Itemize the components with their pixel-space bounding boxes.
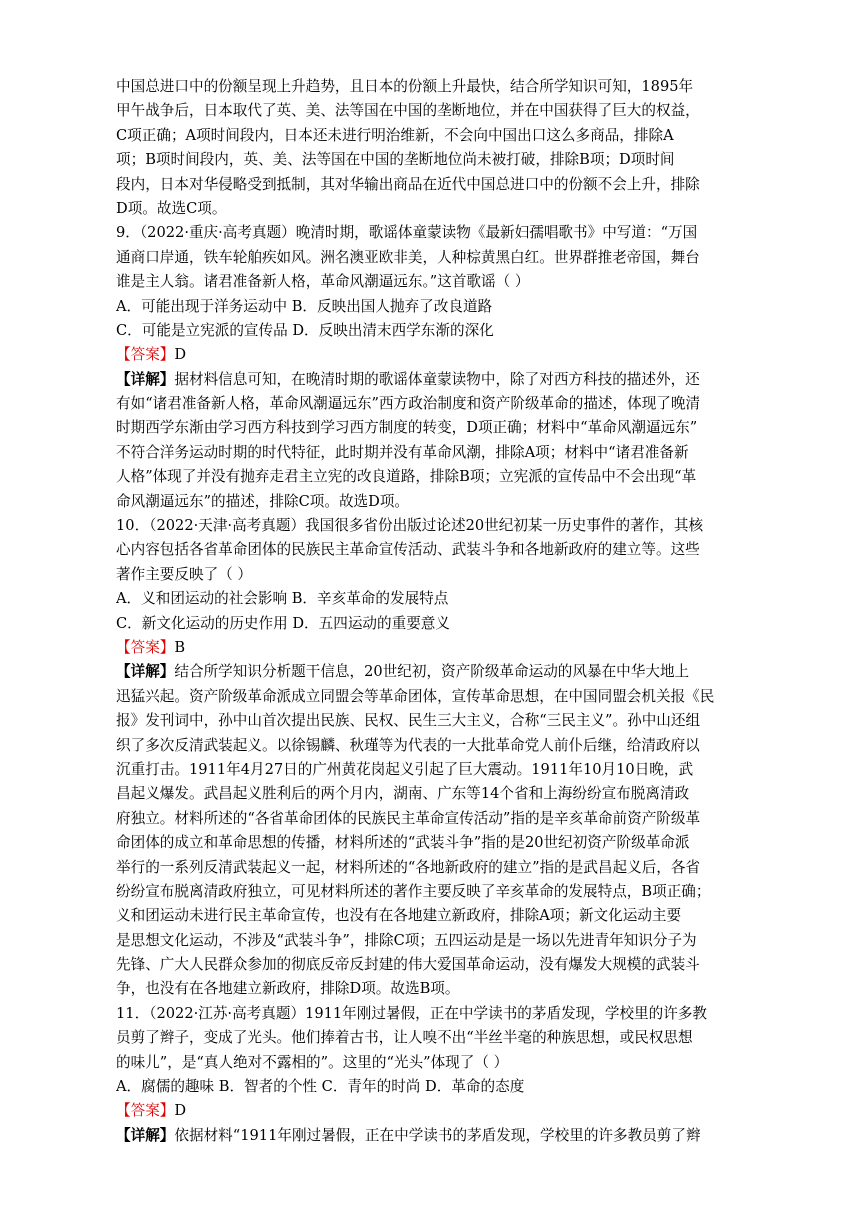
- text-line: D项。故选C项。: [116, 199, 227, 217]
- text-line: 报》发刊词中，孙中山首次提出民族、民权、民生三大主义，合称“三民主义”。孙中山还组: [116, 712, 701, 730]
- text-line: 是思想文化运动，不涉及“武装斗争”，排除C项；五四运动是是一场以先进青年知识分子为: [116, 931, 697, 949]
- answer-line: [116, 343, 744, 367]
- text-line: 沉重打击。1911年4月27日的广州黄花岗起义引起了巨大震动。1911年10月10日晚，武: [116, 760, 694, 778]
- detail-line: [116, 1124, 744, 1148]
- text-line: 命团体的成立和革命思想的传播，材料所述的“武装斗争”指的是20世纪初资产阶级革命派: [116, 834, 690, 852]
- text-line: 义和团运动未进行民主革命宣传，也没有在各地建立新政府，排除A项；新文化运动主要: [116, 907, 682, 925]
- text-line: 段内，日本对华侵略受到抵制，其对华输出商品在近代中国总进口中的份额不会上升，排除: [116, 175, 700, 193]
- detail-line: [116, 660, 744, 684]
- text-line: 中国总进口中的份额呈现上升趋势，且日本的份额上升最快，结合所学知识可知，1895年: [116, 78, 694, 95]
- text-line: 争，也没有在各地建立新政府，排除D项。故选B项。: [116, 980, 460, 998]
- detail-text: 依据材料“1911年刚过暑假，正在中学读书的茅盾发现，学校里的许多教员剪了辫: [174, 1126, 701, 1144]
- answer-tag: 【答案】: [116, 1102, 175, 1120]
- text-line: C项正确；A项时间段内，日本还未进行明治维新，不会向中国出口这么多商品，排除A: [116, 126, 674, 144]
- detail-text: 据材料信息可知，在晚清时期的歌谣体童蒙读物中，除了对西方科技的描述外，还: [174, 370, 700, 388]
- detail-line: [116, 368, 744, 392]
- text-line: 项；B项时间段内，英、美、法等国在中国的垄断地位尚未被打破，排除B项；D项时间: [116, 151, 675, 169]
- answer-tag: 【答案】: [116, 346, 175, 364]
- text-line: 迅猛兴起。资产阶级革命派成立同盟会等革命团体，宣传革命思想，在中国同盟会机关报《民: [116, 687, 715, 705]
- detail-text: 结合所学知识分析题干信息，20世纪初，资产阶级革命运动的风暴在中华大地上: [174, 663, 690, 681]
- text-line: 9．（2022·重庆·高考真题）晚清时期，歌谣体童蒙读物《最新妇孺唱歌书》中写道：“万国: [116, 224, 698, 242]
- text-line: 不符合洋务运动时期的时代特征，此时期并没有革命风潮，排除A项；材料中“诸君准备新: [116, 443, 689, 461]
- text-line: 的味儿”，是“真人绝对不露相的”。这里的“光头”体现了（ ）: [116, 1053, 509, 1071]
- text-line: C．新文化运动的历史作用 D．五四运动的重要意义: [116, 614, 450, 632]
- document-page: [116, 75, 744, 1148]
- text-line: 人格”体现了并没有抛弃走君主立宪的改良道路，排除B项；立宪派的宣传品中不会出现“革: [116, 468, 697, 486]
- text-line: 11．（2022·江苏·高考真题）1911年刚过暑假，正在中学读书的茅盾发现，学校里的许多教: [116, 1004, 708, 1022]
- text-line: A．可能出现于洋务运动中 B．反映出国人抛弃了改良道路: [116, 297, 493, 315]
- text-line: 著作主要反映了（ ）: [116, 565, 252, 583]
- text-line: 举行的一系列反清武装起义一起，材料所述的“各地新政府的建立”指的是武昌起义后，各省: [116, 858, 701, 876]
- text-line: 命风潮逼远东”的描述，排除C项。故选D项。: [116, 492, 410, 510]
- detail-tag: 【详解】: [116, 663, 175, 681]
- text-line: 昌起义爆发。武昌起义胜利后的两个月内，湖南、广东等14个省和上海纷纷宣布脱离清政: [116, 785, 690, 803]
- detail-tag: 【详解】: [116, 370, 175, 388]
- text-line: A．腐儒的趣味 B．智者的个性 C．青年的时尚 D．革命的态度: [116, 1078, 525, 1096]
- text-line: 纷纷宣布脱离清政府独立，可见材料所述的著作主要反映了辛亥革命的发展特点，B项正确；: [116, 882, 711, 900]
- text-line: 先锋、广大人民群众参加的彻底反帝反封建的伟大爱国革命运动，没有爆发大规模的武装斗: [116, 956, 700, 974]
- text-line: 甲午战争后，日本取代了英、美、法等国在中国的垄断地位，并在中国获得了巨大的权益，: [116, 102, 700, 120]
- text-line: 有如“诸君准备新人格，革命风潮逼远东”西方政治制度和资产阶级革命的描述，体现了晚清: [116, 395, 701, 413]
- text-line: 时期西学东渐由学习西方科技到学习西方制度的转变，D项正确；材料中“革命风潮逼远东”: [116, 419, 698, 437]
- text-line: 员剪了辫子，变成了光头。他们捧着古书，让人嗅不出“半丝半毫的种族思想，或民权思想: [116, 1029, 693, 1047]
- text-line: 谁是主人翁。诸君准备新人格，革命风潮逼远东。”这首歌谣（ ）: [116, 273, 530, 291]
- answer-line: [116, 1099, 744, 1123]
- answer-line: [116, 636, 744, 660]
- text-line: 10．（2022·天津·高考真题）我国很多省份出版过论述20世纪初某一历史事件的著作，其核: [116, 517, 704, 535]
- answer-value: B: [174, 638, 186, 656]
- text-line: 心内容包括各省革命团体的民族民主革命宣传活动、武装斗争和各地新政府的建立等。这些: [116, 541, 700, 559]
- text-line: 织了多次反清武装起义。以徐锡麟、秋瑾等为代表的一大批革命党人前仆后继，给清政府以: [116, 736, 700, 754]
- text-line: C．可能是立宪派的宣传品 D．反映出清末西学东渐的深化: [116, 321, 494, 339]
- answer-value: D: [174, 1102, 187, 1120]
- answer-value: D: [174, 346, 187, 364]
- text-line: 通商口岸通，铁车轮舶疾如风。洲名澳亚欧非美，人种棕黄黑白红。世界群推老帝国，舞台: [116, 248, 700, 266]
- detail-tag: 【详解】: [116, 1126, 175, 1144]
- answer-tag: 【答案】: [116, 638, 175, 656]
- text-line: 府独立。材料所述的“各省革命团体的民族民主革命宣传活动”指的是辛亥革命前资产阶级革: [116, 809, 701, 827]
- text-line: A．义和团运动的社会影响 B．辛亥革命的发展特点: [116, 590, 449, 608]
